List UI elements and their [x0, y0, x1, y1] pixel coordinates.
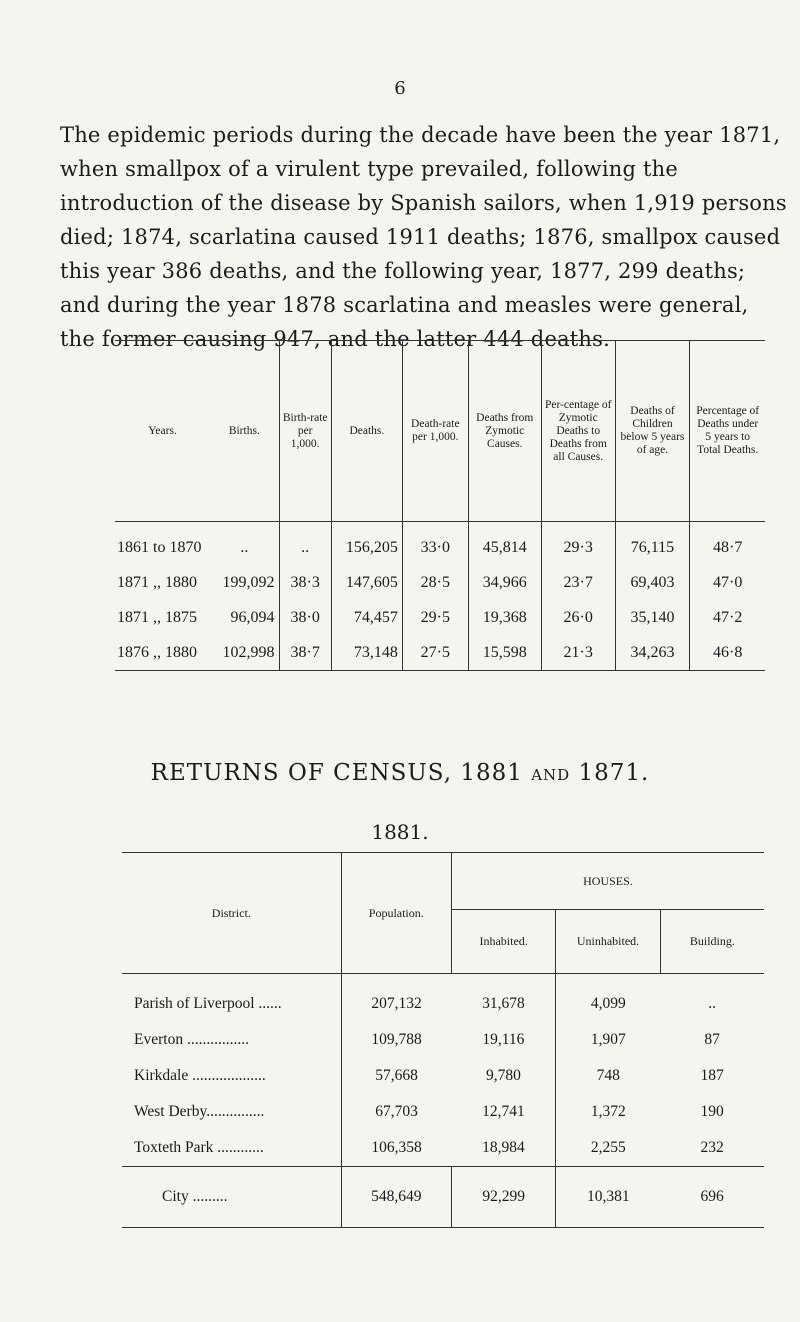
- header-building: Building.: [660, 910, 764, 974]
- cell-building: 187: [700, 1067, 724, 1084]
- cell-pct-children: 47·2: [690, 600, 765, 635]
- cell-deaths: 156,205: [331, 522, 402, 566]
- cell-birth-rate: ..: [279, 522, 331, 566]
- cell-pct-children: 47·0: [690, 565, 765, 600]
- table-row: [115, 635, 765, 671]
- cell-deaths: 73,148: [331, 635, 402, 671]
- total-row: [122, 1167, 764, 1228]
- header-birth-rate: Birth-rate per 1,000.: [279, 341, 331, 522]
- header-deaths: Deaths.: [331, 341, 402, 522]
- cell-years: 1876 ,, 1880: [115, 635, 210, 671]
- table-row: [122, 1022, 764, 1058]
- table-row: [115, 565, 765, 600]
- census-table: [122, 852, 764, 1228]
- cell-years: 1871 ,, 1880: [117, 573, 197, 591]
- cell-birth-rate: 38·0: [279, 600, 331, 635]
- cell-inhabited: 19,116: [482, 1031, 525, 1048]
- cell-district: West Derby...............: [134, 1103, 265, 1120]
- table-row: [115, 522, 765, 566]
- cell-uninhabited: 1,907: [556, 1022, 660, 1058]
- cell-zymotic: 15,598: [468, 635, 541, 671]
- cell-building: 190: [700, 1103, 724, 1120]
- cell-building: ..: [708, 995, 716, 1012]
- cell-deaths: 74,457: [331, 600, 402, 635]
- cell-inhabited-total: 92,299: [451, 1167, 555, 1228]
- cell-population: 57,668: [341, 1058, 451, 1094]
- cell-district: Toxteth Park ............: [134, 1139, 264, 1156]
- intro-text: [60, 118, 788, 356]
- cell-pct-children: 48·7: [690, 522, 765, 566]
- table-row: [122, 974, 764, 1023]
- header-births: Births.: [210, 341, 279, 522]
- cell-death-rate: 27·5: [402, 635, 468, 671]
- cell-births: ..: [240, 538, 249, 556]
- cell-pct-zymotic: 26·0: [541, 600, 615, 635]
- cell-inhabited: 31,678: [482, 995, 525, 1012]
- table-row: [122, 1094, 764, 1130]
- table-row: [122, 1058, 764, 1094]
- cell-population: 207,132: [341, 974, 451, 1023]
- cell-death-rate: 33·0: [402, 522, 468, 566]
- cell-birth-rate: 38·3: [279, 565, 331, 600]
- cell-building: 87: [704, 1031, 720, 1048]
- cell-population-total: 548,649: [341, 1167, 451, 1228]
- cell-inhabited: 12,741: [482, 1103, 525, 1120]
- census-title-main: RETURNS OF CENSUS, 1881: [150, 760, 523, 786]
- cell-uninhabited: 1,372: [556, 1094, 660, 1130]
- cell-births: 102,998: [210, 635, 279, 671]
- cell-uninhabited: 748: [556, 1058, 660, 1094]
- cell-children: 35,140: [615, 600, 690, 635]
- header-pct-children: Percentage of Deaths under 5 years to Total Deaths.: [690, 341, 765, 522]
- cell-district-total: City .........: [122, 1167, 341, 1228]
- header-population: Population.: [341, 853, 451, 974]
- cell-children: 76,115: [615, 522, 690, 566]
- header-district: District.: [122, 853, 341, 974]
- cell-inhabited: 9,780: [485, 1067, 521, 1084]
- cell-district: Everton ................: [134, 1031, 249, 1048]
- cell-uninhabited: 2,255: [556, 1130, 660, 1167]
- cell-population: 67,703: [341, 1094, 451, 1130]
- cell-inhabited: 18,984: [482, 1139, 525, 1156]
- cell-children: 69,403: [615, 565, 690, 600]
- cell-uninhabited: 4,099: [556, 974, 660, 1023]
- census-year-heading: 1881.: [371, 820, 429, 844]
- cell-building: 232: [700, 1139, 724, 1156]
- header-inhabited: Inhabited.: [451, 910, 555, 974]
- header-houses: HOUSES.: [451, 853, 764, 910]
- cell-pct-children: 46·8: [690, 635, 765, 671]
- cell-deaths: 147,605: [331, 565, 402, 600]
- cell-population: 109,788: [341, 1022, 451, 1058]
- table-row: [115, 600, 765, 635]
- cell-zymotic: 34,966: [468, 565, 541, 600]
- cell-district: Kirkdale ...................: [134, 1067, 266, 1084]
- cell-population: 106,358: [341, 1130, 451, 1167]
- cell-births: 96,094: [230, 608, 275, 626]
- header-years: Years.: [115, 341, 210, 522]
- header-zymotic: Deaths from Zymotic Causes.: [468, 341, 541, 522]
- cell-zymotic: 45,814: [468, 522, 541, 566]
- header-uninhabited: Uninhabited.: [556, 910, 660, 974]
- header-pct-zymotic: Per-centage of Zymotic Deaths to Deaths from all Causes.: [541, 341, 615, 522]
- intro-paragraph: The epidemic periods during the decade have been the year 1871, when smallpox of a virulent type prevailed, following the introduction of the disease by Spanish sailors, when 1,919 persons died; 1874, scarlatina caused 1911 deaths; 1876, smallpox caused this year 386 deaths, and the following year, 1877, 299 deaths; and during the year 1878 scarlatina and measles were general, the former causing 947, and the latter 444 deaths.: [60, 123, 787, 351]
- page-number: 6: [394, 78, 406, 99]
- cell-building-total: 696: [660, 1167, 764, 1228]
- header-children: Deaths of Children below 5 years of age.: [615, 341, 690, 522]
- cell-uninhabited-total: 10,381: [556, 1167, 660, 1228]
- cell-pct-zymotic: 29·3: [541, 522, 615, 566]
- cell-death-rate: 29·5: [402, 600, 468, 635]
- census-title-year: 1871.: [578, 760, 650, 786]
- header-death-rate: Death-rate per 1,000.: [402, 341, 468, 522]
- cell-years: 1871 ,, 1875: [117, 608, 197, 626]
- cell-births: 199,092: [222, 573, 275, 591]
- census-title: [0, 760, 800, 786]
- cell-district: Parish of Liverpool ......: [122, 974, 341, 1023]
- cell-pct-zymotic: 21·3: [541, 635, 615, 671]
- mortality-table: [115, 340, 765, 671]
- cell-zymotic: 19,368: [468, 600, 541, 635]
- cell-years: 1861 to 1870: [117, 538, 202, 556]
- census-title-and: AND: [531, 766, 571, 784]
- cell-pct-zymotic: 23·7: [541, 565, 615, 600]
- cell-children: 34,263: [615, 635, 690, 671]
- cell-birth-rate: 38·7: [279, 635, 331, 671]
- table-row: [122, 1130, 764, 1167]
- cell-death-rate: 28·5: [402, 565, 468, 600]
